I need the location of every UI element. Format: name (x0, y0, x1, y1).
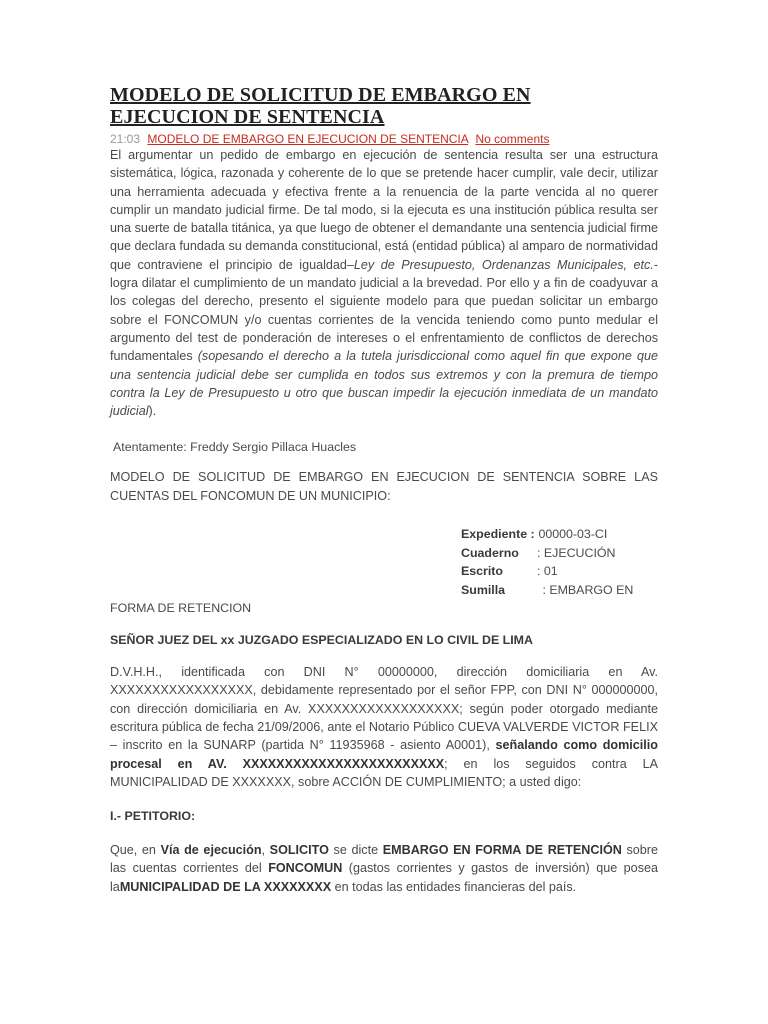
que-text-2: , (261, 843, 270, 858)
que-text-6: en todas las entidades financieras del país. (331, 879, 577, 894)
petitorio-heading: I.- PETITORIO: (110, 809, 196, 824)
que-bold-3: EMBARGO EN FORMA DE RETENCIÓN (382, 843, 622, 858)
cuaderno-value: : EJECUCIÓN (537, 545, 616, 560)
intro-text-1: El argumentar un pedido de embargo en ejecución de sentencia resulta ser una estructura sistemática, lógica, razonada y coherente de lo que se pretende hacer cumplir, vale decir, utilizar una herramienta adecuada y efectiva frente a la renuencia de la parte vencida al no querer cumplir un mandato judicial firme. De tal modo, si la ejecuta es una institución pública resulta ser una suerte de batalla titánica, ya que luego de obtener el demandante una sentencia judicial firme que declara fundada su demanda constitucional, está (entidad pública) al amparo de normatividad que contraviene el principio de igualdad– (110, 148, 658, 272)
que-bold-4: FONCOMUN (268, 861, 343, 876)
intro-text-2: - logra dilatar el cumplimiento de un mandato judicial a la brevedad. Por ello y a fin de coadyuvar a los colegas del derecho, presento el siguiente modelo para que puedan solicitar un embargo sobre el FONCOMUN y/o cuentas corrientes de la vencida teniendo como punto medular el argumento del test de ponderación de intereses o el enfrentamiento de conflictos de derechos fundamentales (110, 257, 659, 364)
dvhh-text-1: D.V.H.H., identificada con DNI N° 00000000, dirección domiciliaria en Av. XXXXXXXXXXXXXXXXX, debidamente representado por el señor FPP, con DNI N° 000000000, con dirección domiciliaria en Av. XXXXXXXXXXXXXXXXXX; según poder otorgado mediante escritura pública de fecha 21/09/2006, ante el Notario Público CUEVA VALVERDE VICTOR FELIX – inscrito en la SUNARP (partida N° 11935968 - asiento A0001), (110, 665, 658, 753)
post-meta (110, 132, 658, 146)
intro-paragraph (110, 146, 658, 420)
intro-italic-1: Ley de Presupuesto, Ordenanzas Municipales, etc. (353, 257, 654, 272)
escrito-label: Escrito (461, 564, 504, 579)
escrito-value: : 01 (537, 564, 558, 579)
field-expediente (461, 525, 658, 544)
que-bold-1: Vía de ejecución (160, 843, 262, 858)
field-sumilla (461, 581, 658, 600)
que-text-1: Que, en (110, 843, 161, 858)
petitioner-paragraph (110, 663, 658, 791)
expediente-label: Expediente : (461, 527, 535, 542)
field-escrito (461, 562, 658, 581)
que-bold-2: SOLICITO (269, 843, 329, 858)
case-fields (461, 525, 658, 599)
dvhh-text-2: ; en los seguidos contra LA MUNICIPALIDAD DE XXXXXXX, sobre ACCIÓN DE CUMPLIMIENTO; a usted digo: (110, 756, 658, 789)
judge-heading: SEÑOR JUEZ DEL xx JUZGADO ESPECIALIZADO EN LO CIVIL DE LIMA (110, 633, 533, 648)
document-page (110, 84, 658, 896)
comments-link[interactable]: No comments (475, 132, 550, 146)
title-line-2: EJECUCION DE SENTENCIA (110, 106, 385, 128)
sumilla-label: Sumilla (461, 582, 506, 597)
signoff: Atentamente: Freddy Sergio Pillaca Huacles (113, 440, 357, 455)
forma-retencion: FORMA DE RETENCION (110, 601, 252, 616)
label-link[interactable]: MODELO DE EMBARGO EN EJECUCION DE SENTENCIA (147, 132, 469, 146)
field-cuaderno (461, 544, 658, 563)
dvhh-bold: señalando como domicilio procesal en AV. XXXXXXXXXXXXXXXXXXXXXXXX (110, 738, 658, 771)
que-text-4: sobre las cuentas corrientes del (110, 843, 658, 876)
document-title (110, 84, 658, 128)
intro-text-end: ). (148, 404, 157, 419)
sumilla-value: : EMBARGO EN (539, 582, 634, 597)
que-text-5: (gastos corrientes y gastos de inversión) que posea la (110, 861, 658, 894)
cuaderno-label: Cuaderno (461, 545, 519, 560)
post-time: 21:03 (110, 132, 141, 146)
model-heading: MODELO DE SOLICITUD DE EMBARGO EN EJECUCION DE SENTENCIA SOBRE LAS CUENTAS DEL FONCOMUN DE UN MUNICIPIO: (110, 470, 658, 503)
intro-italic-2: (sopesando el derecho a la tutela jurisdiccional como aquel fin que expone que una sentencia judicial debe ser cumplida en todos sus extremos y con la premura de tiempo contra la Ley de Presupuesto u otro que buscan impedir la ejecución inmediata de un mandato judicial (110, 349, 658, 419)
que-text-3: se dicte (328, 843, 383, 858)
que-bold-5: MUNICIPALIDAD DE LA XXXXXXXX (119, 879, 332, 894)
request-paragraph (110, 841, 658, 896)
expediente-value: 00000-03-CI (535, 527, 608, 542)
title-line-1: MODELO DE SOLICITUD DE EMBARGO EN (110, 84, 531, 106)
